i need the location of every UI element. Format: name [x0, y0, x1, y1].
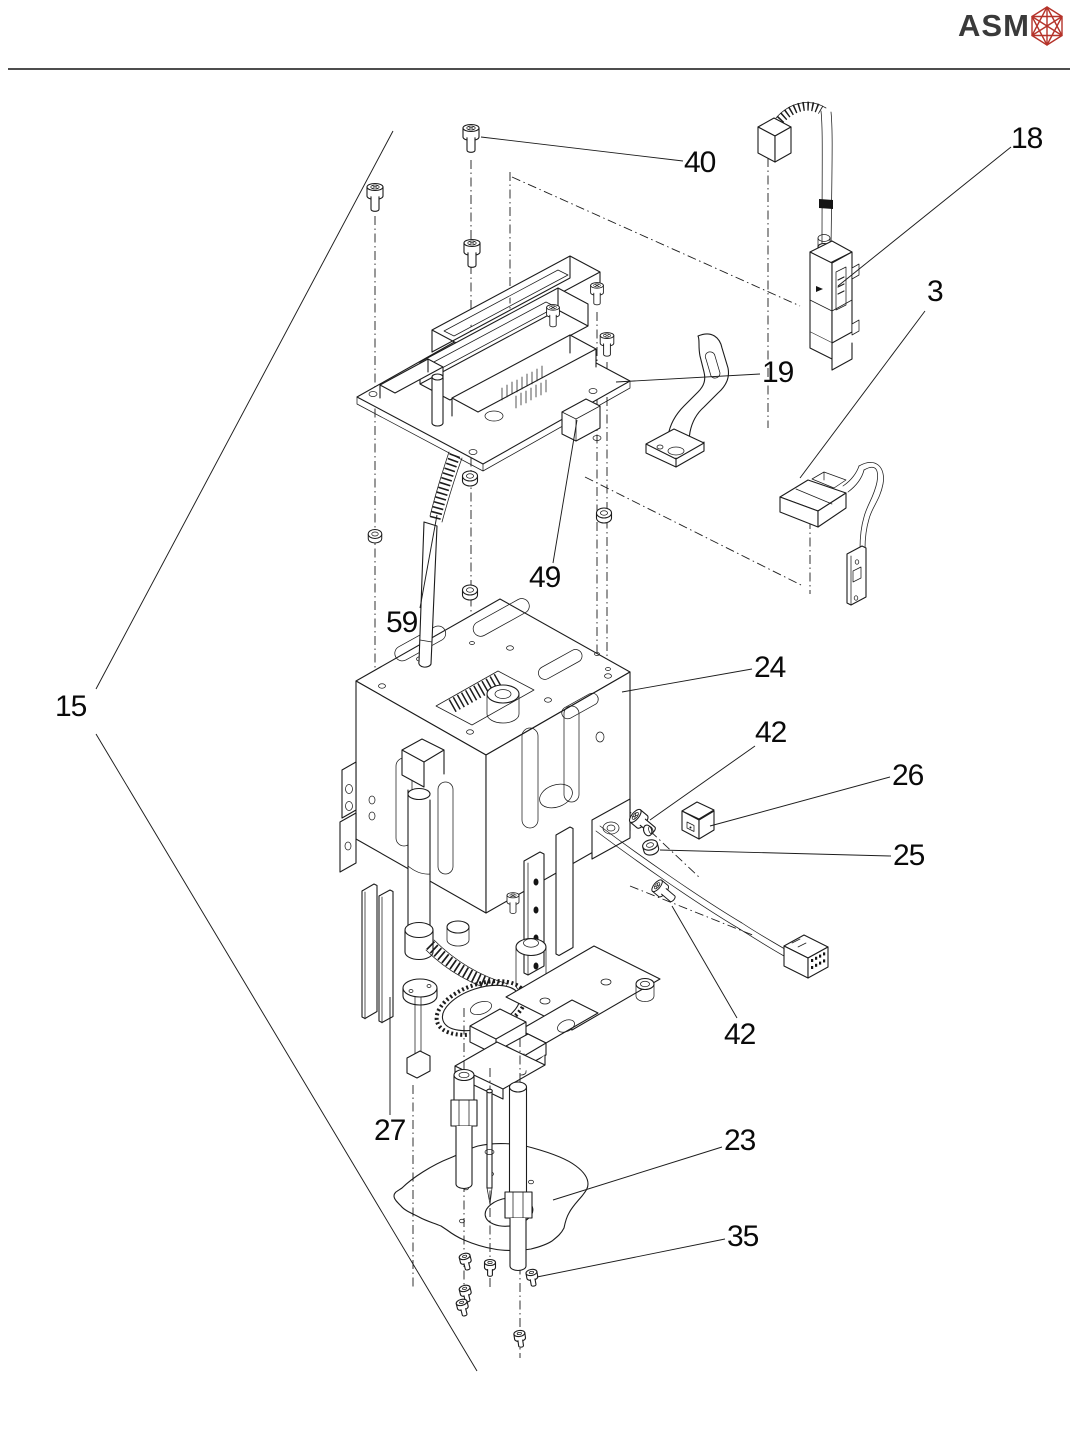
- callout-59: 59: [386, 606, 418, 639]
- callout-26: 26: [892, 759, 924, 792]
- callout-49: 49: [529, 561, 561, 594]
- callout-42-upper: 42: [755, 716, 787, 749]
- callout-24: 24: [754, 651, 786, 684]
- callout-35: 35: [727, 1220, 759, 1253]
- callout-15: 15: [55, 690, 87, 723]
- sensor-18: [758, 103, 859, 370]
- pcb-19: [357, 256, 630, 471]
- callout-23: 23: [724, 1124, 756, 1157]
- callout-42-lower: 42: [724, 1018, 756, 1051]
- callout-19: 19: [762, 356, 794, 389]
- callout-3: 3: [927, 275, 943, 308]
- asm-logo-text: ASM: [958, 8, 1030, 43]
- callout-27: 27: [374, 1114, 406, 1147]
- cable-and-plug: [596, 826, 828, 978]
- callout-25: 25: [893, 839, 925, 872]
- callout-40: 40: [684, 146, 716, 179]
- guide-rails-27: [362, 884, 393, 1023]
- frame-block-24: [340, 596, 630, 913]
- callout-18: 18: [1011, 122, 1043, 155]
- fasteners-42-26-25: [627, 802, 714, 905]
- screws-35: [456, 1252, 540, 1348]
- cable-assembly-3: [780, 462, 884, 605]
- bracket-49: [646, 334, 729, 467]
